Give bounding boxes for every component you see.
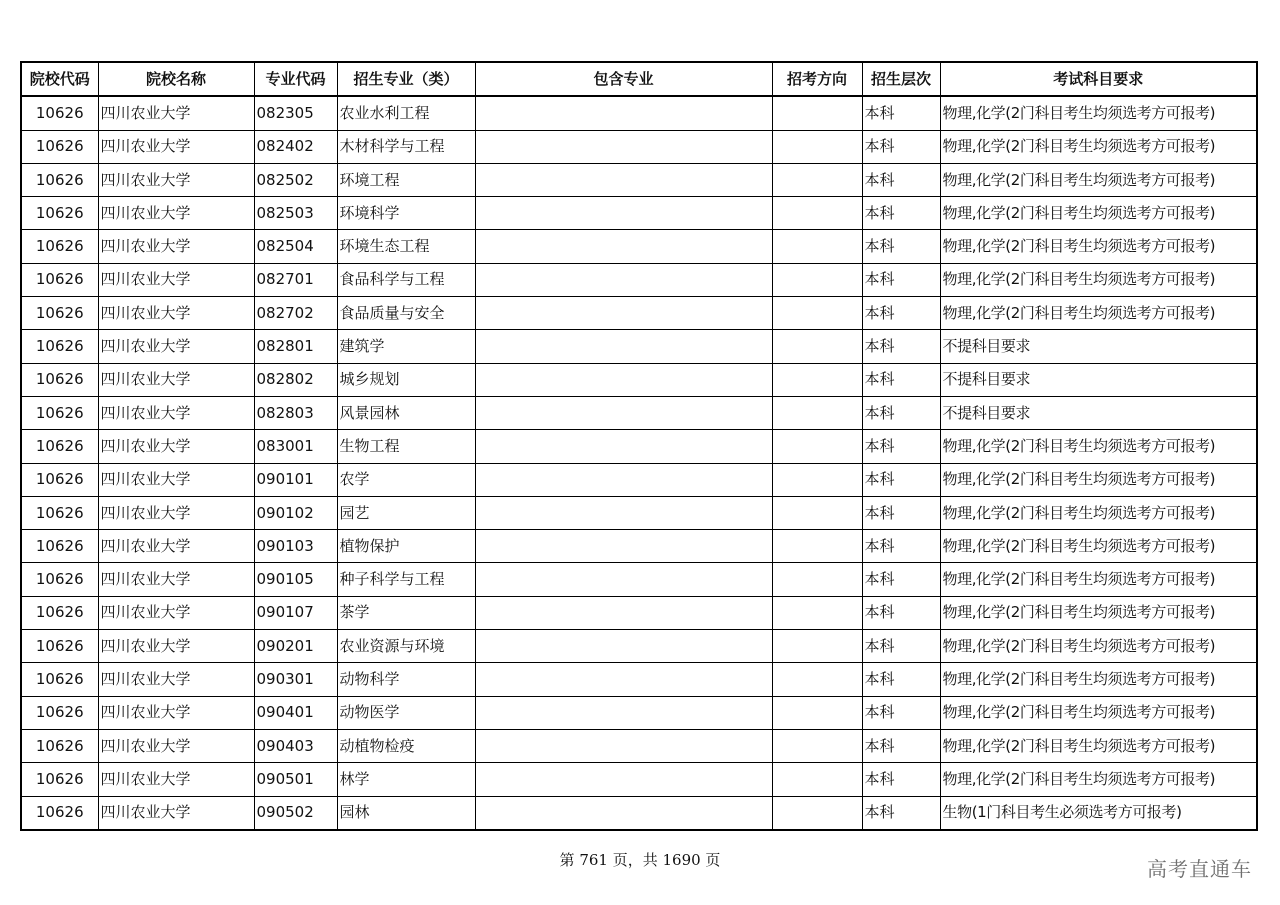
cell-major-name: 风景园林 <box>337 396 475 429</box>
cell-level: 本科 <box>862 463 940 496</box>
table-row <box>21 729 1257 762</box>
cell-subject-requirement: 物理,化学(2门科目考生均须选考方可报考) <box>940 696 1257 729</box>
cell-major-name: 环境生态工程 <box>337 230 475 263</box>
header-major-name: 招生专业（类） <box>337 62 475 96</box>
cell-major-name: 建筑学 <box>337 330 475 363</box>
cell-major-code: 082803 <box>254 396 337 429</box>
cell-school-name: 四川农业大学 <box>98 763 254 796</box>
cell-major-name: 农业水利工程 <box>337 96 475 130</box>
cell-major-name: 林学 <box>337 763 475 796</box>
cell-school-code: 10626 <box>21 297 98 330</box>
cell-school-code: 10626 <box>21 197 98 230</box>
table-row <box>21 163 1257 196</box>
cell-direction <box>772 197 862 230</box>
cell-direction <box>772 696 862 729</box>
cell-major-name: 动物医学 <box>337 696 475 729</box>
cell-subject-requirement: 物理,化学(2门科目考生均须选考方可报考) <box>940 663 1257 696</box>
table-row <box>21 463 1257 496</box>
table-body <box>21 96 1257 830</box>
table-row <box>21 563 1257 596</box>
cell-level: 本科 <box>862 796 940 830</box>
cell-level: 本科 <box>862 363 940 396</box>
cell-school-name: 四川农业大学 <box>98 796 254 830</box>
admission-table <box>20 61 1258 831</box>
table-row <box>21 130 1257 163</box>
table-row <box>21 297 1257 330</box>
cell-subject-requirement: 物理,化学(2门科目考生均须选考方可报考) <box>940 729 1257 762</box>
cell-direction <box>772 430 862 463</box>
cell-major-code: 082504 <box>254 230 337 263</box>
cell-school-name: 四川农业大学 <box>98 330 254 363</box>
cell-major-name: 木材科学与工程 <box>337 130 475 163</box>
cell-school-name: 四川农业大学 <box>98 297 254 330</box>
cell-included-majors <box>475 663 772 696</box>
cell-direction <box>772 796 862 830</box>
cell-included-majors <box>475 596 772 629</box>
cell-major-code: 082801 <box>254 330 337 363</box>
cell-major-name: 茶学 <box>337 596 475 629</box>
cell-level: 本科 <box>862 297 940 330</box>
cell-major-name: 环境工程 <box>337 163 475 196</box>
table-row <box>21 630 1257 663</box>
header-included-majors: 包含专业 <box>475 62 772 96</box>
cell-level: 本科 <box>862 130 940 163</box>
cell-school-code: 10626 <box>21 763 98 796</box>
cell-subject-requirement: 生物(1门科目考生必须选考方可报考) <box>940 796 1257 830</box>
cell-included-majors <box>475 197 772 230</box>
cell-included-majors <box>475 396 772 429</box>
cell-school-code: 10626 <box>21 596 98 629</box>
cell-included-majors <box>475 530 772 563</box>
cell-subject-requirement: 物理,化学(2门科目考生均须选考方可报考) <box>940 563 1257 596</box>
cell-level: 本科 <box>862 396 940 429</box>
cell-major-code: 083001 <box>254 430 337 463</box>
cell-major-code: 082802 <box>254 363 337 396</box>
cell-subject-requirement: 物理,化学(2门科目考生均须选考方可报考) <box>940 197 1257 230</box>
cell-direction <box>772 396 862 429</box>
cell-major-code: 090107 <box>254 596 337 629</box>
cell-subject-requirement: 物理,化学(2门科目考生均须选考方可报考) <box>940 163 1257 196</box>
cell-school-name: 四川农业大学 <box>98 96 254 130</box>
cell-school-code: 10626 <box>21 330 98 363</box>
header-school-name: 院校名称 <box>98 62 254 96</box>
table-row <box>21 396 1257 429</box>
cell-major-code: 090101 <box>254 463 337 496</box>
header-major-code: 专业代码 <box>254 62 337 96</box>
table-row <box>21 96 1257 130</box>
cell-school-name: 四川农业大学 <box>98 596 254 629</box>
table-row <box>21 763 1257 796</box>
cell-major-code: 090502 <box>254 796 337 830</box>
cell-major-code: 090105 <box>254 563 337 596</box>
cell-school-code: 10626 <box>21 263 98 296</box>
cell-school-code: 10626 <box>21 396 98 429</box>
cell-included-majors <box>475 763 772 796</box>
cell-major-name: 食品质量与安全 <box>337 297 475 330</box>
cell-level: 本科 <box>862 430 940 463</box>
cell-subject-requirement: 物理,化学(2门科目考生均须选考方可报考) <box>940 297 1257 330</box>
cell-level: 本科 <box>862 663 940 696</box>
table-row <box>21 430 1257 463</box>
cell-subject-requirement: 物理,化学(2门科目考生均须选考方可报考) <box>940 763 1257 796</box>
cell-school-name: 四川农业大学 <box>98 230 254 263</box>
cell-included-majors <box>475 796 772 830</box>
cell-included-majors <box>475 696 772 729</box>
cell-major-code: 082702 <box>254 297 337 330</box>
cell-level: 本科 <box>862 729 940 762</box>
cell-direction <box>772 330 862 363</box>
cell-included-majors <box>475 130 772 163</box>
cell-included-majors <box>475 363 772 396</box>
cell-school-code: 10626 <box>21 563 98 596</box>
cell-included-majors <box>475 96 772 130</box>
cell-direction <box>772 96 862 130</box>
cell-major-code: 082402 <box>254 130 337 163</box>
cell-school-name: 四川农业大学 <box>98 363 254 396</box>
cell-major-code: 090103 <box>254 530 337 563</box>
cell-school-name: 四川农业大学 <box>98 663 254 696</box>
cell-level: 本科 <box>862 596 940 629</box>
cell-direction <box>772 297 862 330</box>
cell-school-code: 10626 <box>21 230 98 263</box>
cell-subject-requirement: 不提科目要求 <box>940 330 1257 363</box>
table-row <box>21 197 1257 230</box>
table-row <box>21 796 1257 830</box>
header-school-code: 院校代码 <box>21 62 98 96</box>
cell-level: 本科 <box>862 163 940 196</box>
cell-major-name: 农业资源与环境 <box>337 630 475 663</box>
cell-level: 本科 <box>862 96 940 130</box>
cell-school-code: 10626 <box>21 630 98 663</box>
cell-school-code: 10626 <box>21 130 98 163</box>
header-level: 招生层次 <box>862 62 940 96</box>
cell-major-name: 农学 <box>337 463 475 496</box>
cell-major-code: 090102 <box>254 496 337 529</box>
cell-school-code: 10626 <box>21 363 98 396</box>
cell-major-code: 090403 <box>254 729 337 762</box>
cell-subject-requirement: 不提科目要求 <box>940 396 1257 429</box>
cell-school-code: 10626 <box>21 696 98 729</box>
cell-included-majors <box>475 297 772 330</box>
cell-level: 本科 <box>862 230 940 263</box>
cell-school-name: 四川农业大学 <box>98 263 254 296</box>
table-row <box>21 330 1257 363</box>
table-row <box>21 496 1257 529</box>
cell-level: 本科 <box>862 263 940 296</box>
cell-level: 本科 <box>862 763 940 796</box>
cell-major-name: 动植物检疫 <box>337 729 475 762</box>
cell-level: 本科 <box>862 530 940 563</box>
cell-subject-requirement: 物理,化学(2门科目考生均须选考方可报考) <box>940 430 1257 463</box>
cell-school-name: 四川农业大学 <box>98 430 254 463</box>
cell-included-majors <box>475 330 772 363</box>
cell-direction <box>772 130 862 163</box>
cell-major-code: 090301 <box>254 663 337 696</box>
cell-direction <box>772 263 862 296</box>
cell-direction <box>772 596 862 629</box>
cell-direction <box>772 563 862 596</box>
cell-included-majors <box>475 230 772 263</box>
cell-major-name: 生物工程 <box>337 430 475 463</box>
cell-level: 本科 <box>862 696 940 729</box>
cell-included-majors <box>475 163 772 196</box>
cell-direction <box>772 763 862 796</box>
cell-school-name: 四川农业大学 <box>98 496 254 529</box>
cell-level: 本科 <box>862 197 940 230</box>
cell-school-name: 四川农业大学 <box>98 130 254 163</box>
cell-school-name: 四川农业大学 <box>98 197 254 230</box>
cell-direction <box>772 729 862 762</box>
cell-subject-requirement: 物理,化学(2门科目考生均须选考方可报考) <box>940 130 1257 163</box>
cell-school-code: 10626 <box>21 463 98 496</box>
cell-level: 本科 <box>862 330 940 363</box>
cell-included-majors <box>475 463 772 496</box>
table-row <box>21 230 1257 263</box>
cell-school-name: 四川农业大学 <box>98 396 254 429</box>
table-row <box>21 596 1257 629</box>
cell-school-code: 10626 <box>21 96 98 130</box>
cell-school-code: 10626 <box>21 663 98 696</box>
cell-subject-requirement: 物理,化学(2门科目考生均须选考方可报考) <box>940 463 1257 496</box>
table-row <box>21 363 1257 396</box>
cell-subject-requirement: 物理,化学(2门科目考生均须选考方可报考) <box>940 630 1257 663</box>
cell-direction <box>772 496 862 529</box>
cell-subject-requirement: 物理,化学(2门科目考生均须选考方可报考) <box>940 263 1257 296</box>
page-number: 第 761 页，共 1690 页 <box>559 851 721 869</box>
cell-subject-requirement: 物理,化学(2门科目考生均须选考方可报考) <box>940 596 1257 629</box>
cell-direction <box>772 230 862 263</box>
cell-direction <box>772 630 862 663</box>
cell-direction <box>772 663 862 696</box>
cell-school-name: 四川农业大学 <box>98 630 254 663</box>
cell-direction <box>772 530 862 563</box>
cell-school-name: 四川农业大学 <box>98 696 254 729</box>
cell-major-code: 082502 <box>254 163 337 196</box>
cell-subject-requirement: 物理,化学(2门科目考生均须选考方可报考) <box>940 496 1257 529</box>
cell-major-code: 090401 <box>254 696 337 729</box>
cell-major-code: 090201 <box>254 630 337 663</box>
header-subject-requirement: 考试科目要求 <box>940 62 1257 96</box>
cell-level: 本科 <box>862 563 940 596</box>
cell-included-majors <box>475 263 772 296</box>
cell-level: 本科 <box>862 496 940 529</box>
cell-school-name: 四川农业大学 <box>98 463 254 496</box>
cell-included-majors <box>475 496 772 529</box>
cell-school-code: 10626 <box>21 496 98 529</box>
cell-included-majors <box>475 430 772 463</box>
cell-school-code: 10626 <box>21 796 98 830</box>
cell-subject-requirement: 物理,化学(2门科目考生均须选考方可报考) <box>940 530 1257 563</box>
cell-major-name: 环境科学 <box>337 197 475 230</box>
cell-school-name: 四川农业大学 <box>98 530 254 563</box>
cell-major-name: 食品科学与工程 <box>337 263 475 296</box>
table-row <box>21 663 1257 696</box>
cell-subject-requirement: 物理,化学(2门科目考生均须选考方可报考) <box>940 230 1257 263</box>
cell-school-code: 10626 <box>21 163 98 196</box>
cell-major-code: 090501 <box>254 763 337 796</box>
cell-school-code: 10626 <box>21 530 98 563</box>
cell-school-code: 10626 <box>21 729 98 762</box>
cell-subject-requirement: 物理,化学(2门科目考生均须选考方可报考) <box>940 96 1257 130</box>
cell-major-name: 园艺 <box>337 496 475 529</box>
cell-major-name: 城乡规划 <box>337 363 475 396</box>
cell-included-majors <box>475 563 772 596</box>
table-row <box>21 263 1257 296</box>
cell-subject-requirement: 不提科目要求 <box>940 363 1257 396</box>
table-header-row <box>21 62 1257 96</box>
watermark-text: 高考直通车 <box>1147 857 1252 881</box>
cell-major-code: 082701 <box>254 263 337 296</box>
cell-major-code: 082305 <box>254 96 337 130</box>
cell-school-name: 四川农业大学 <box>98 729 254 762</box>
cell-level: 本科 <box>862 630 940 663</box>
cell-major-name: 园林 <box>337 796 475 830</box>
cell-school-name: 四川农业大学 <box>98 563 254 596</box>
cell-direction <box>772 463 862 496</box>
cell-school-code: 10626 <box>21 430 98 463</box>
table-row <box>21 696 1257 729</box>
cell-school-name: 四川农业大学 <box>98 163 254 196</box>
header-direction: 招考方向 <box>772 62 862 96</box>
cell-direction <box>772 363 862 396</box>
cell-major-name: 植物保护 <box>337 530 475 563</box>
cell-major-name: 动物科学 <box>337 663 475 696</box>
cell-included-majors <box>475 729 772 762</box>
table-row <box>21 530 1257 563</box>
cell-major-code: 082503 <box>254 197 337 230</box>
cell-included-majors <box>475 630 772 663</box>
cell-direction <box>772 163 862 196</box>
cell-major-name: 种子科学与工程 <box>337 563 475 596</box>
